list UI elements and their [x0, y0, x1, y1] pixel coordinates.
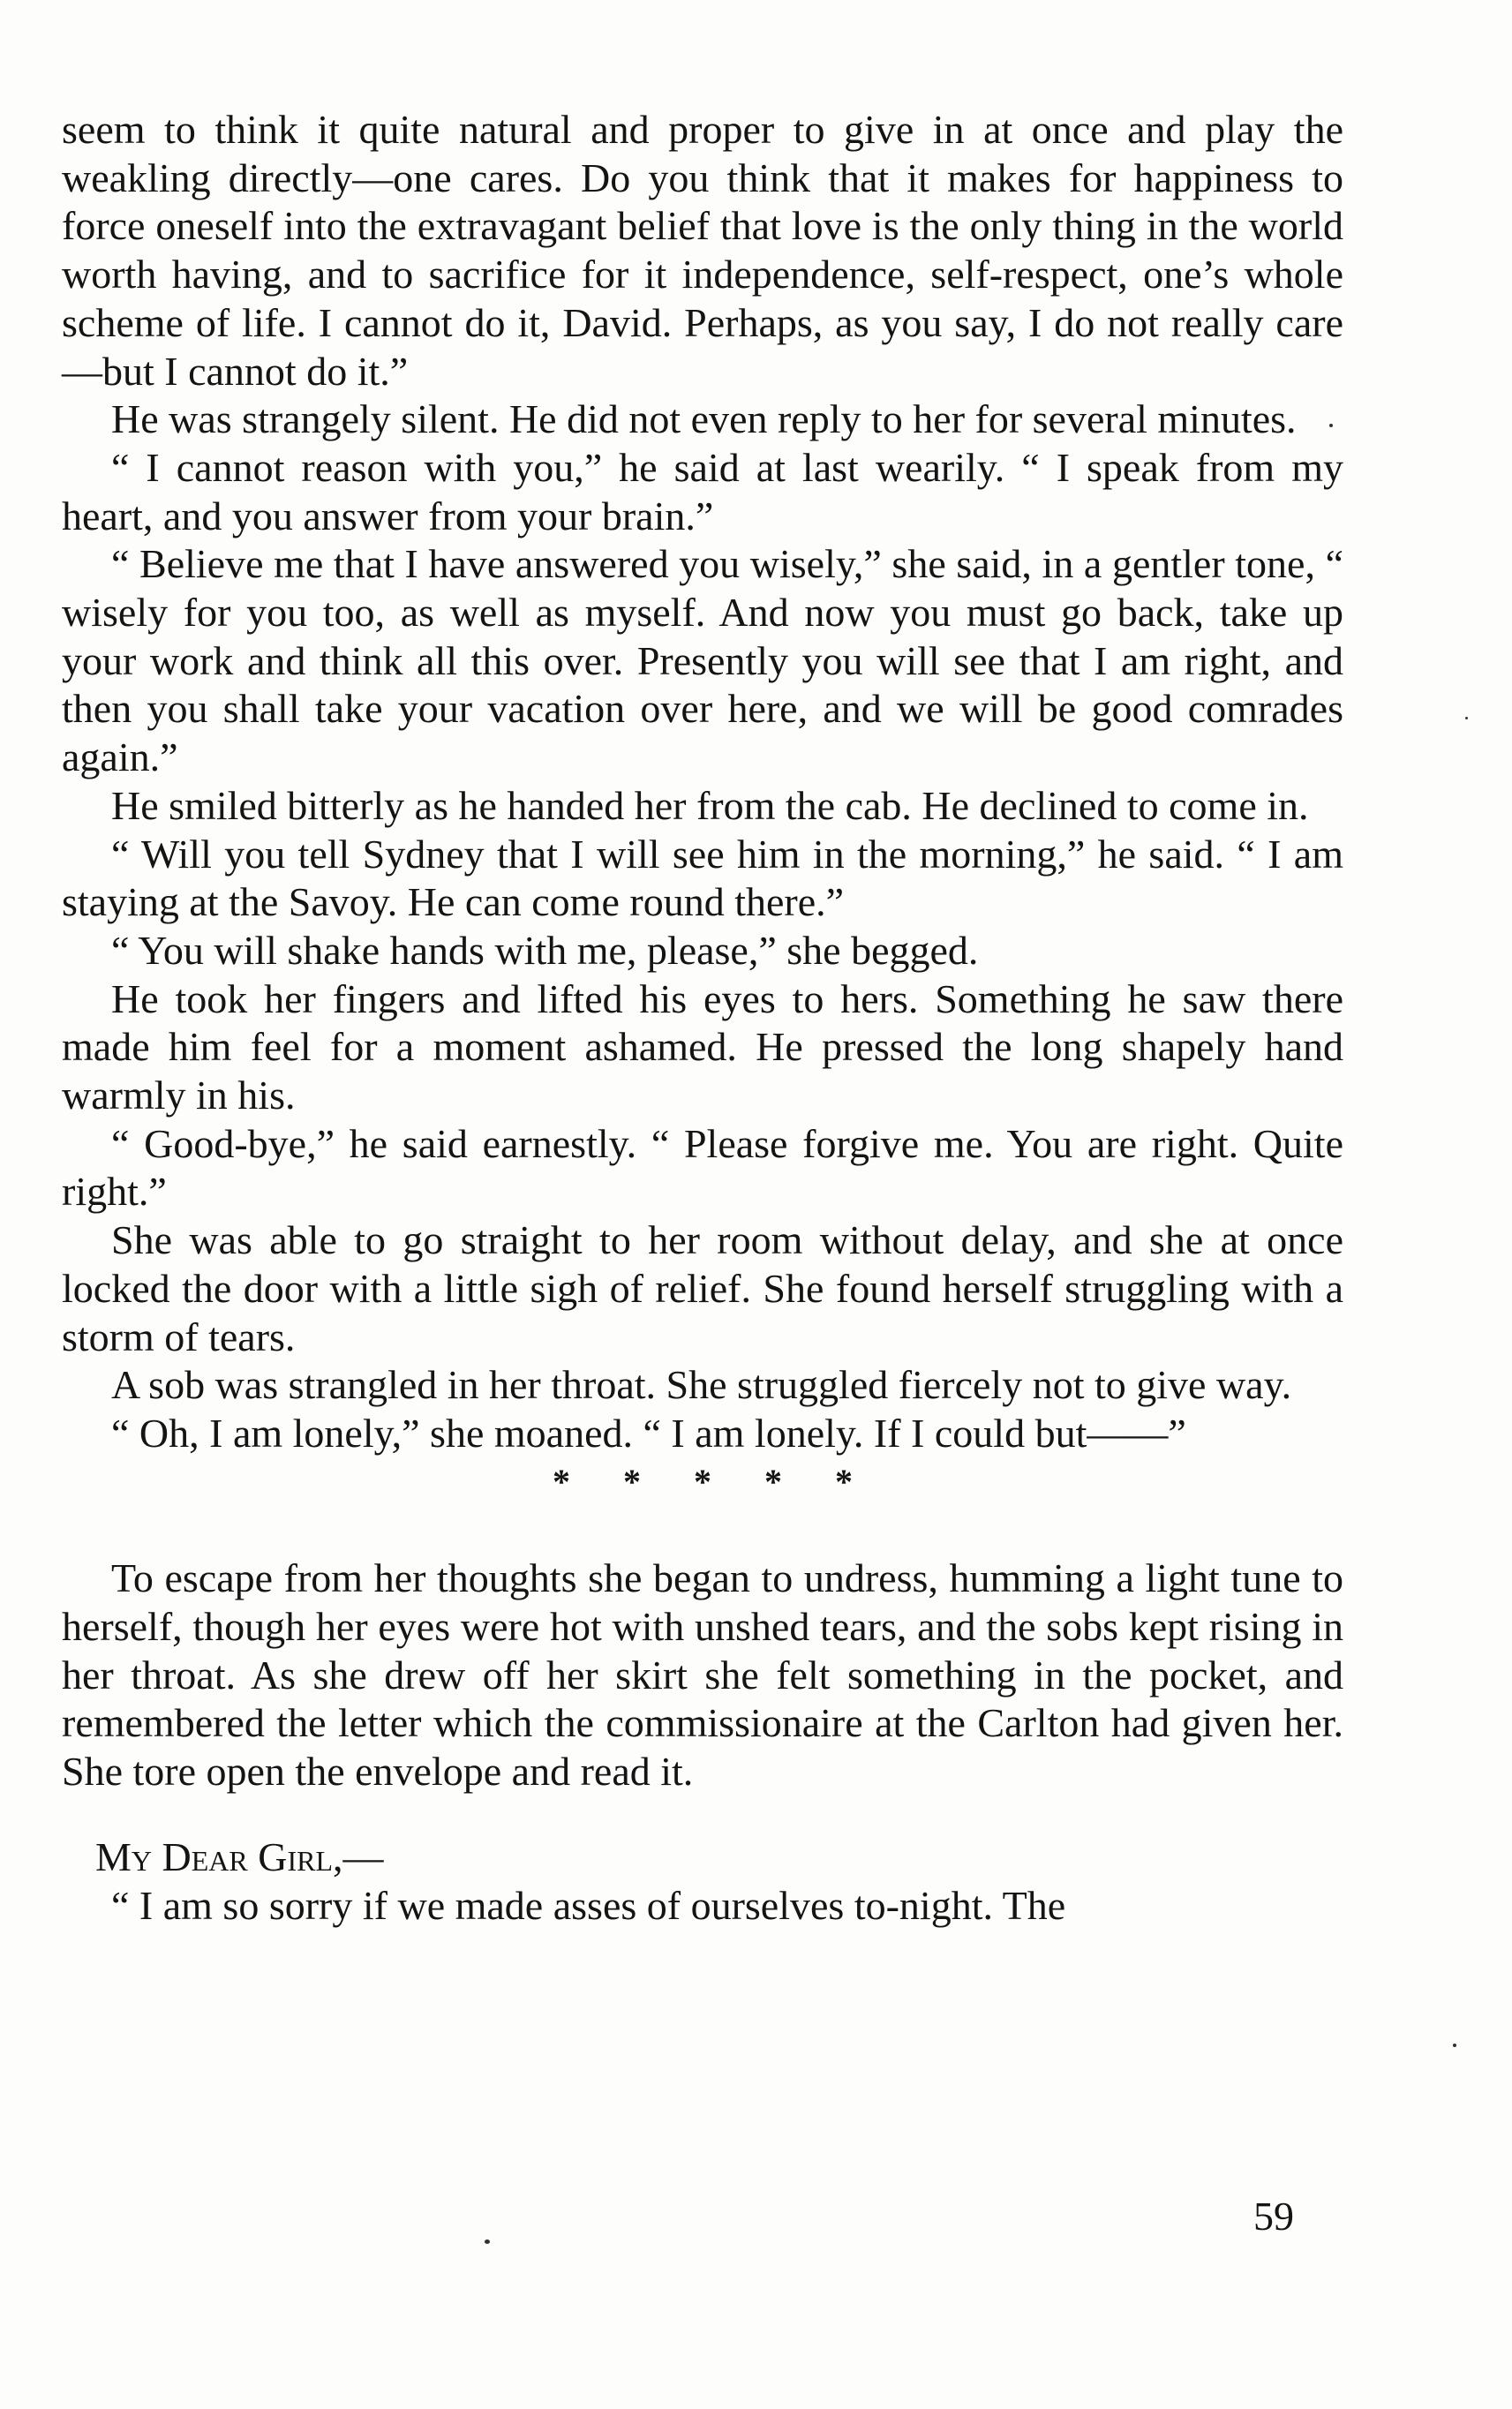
- paragraph: He was strangely silent. He did not even reply to her for several minutes.: [111, 396, 1297, 442]
- asterisk-mark: *: [764, 1461, 782, 1502]
- ink-speck: [1465, 717, 1468, 719]
- letter-salutation: My Dear Girl,—: [95, 1833, 384, 1879]
- letter-opening: “ I am so sorry if we made asses of ourselves to-night. The: [111, 1882, 1066, 1928]
- paragraph: “ Oh, I am lonely,” she moaned. “ I am lonely. If I could but——”: [111, 1410, 1186, 1456]
- page-number: 59: [1253, 2194, 1294, 2239]
- asterisk-mark: *: [553, 1461, 570, 1502]
- paragraph: She was able to go straight to her room without delay, and she at once locked the door with a little sigh of relief. She found herself struggling with a storm of tears.: [62, 1217, 1343, 1359]
- paragraph: “ Believe me that I have answered you wisely,” she said, in a gentler tone, “ wisely for you too, as well as myself. And now you must go back, take up your work and think all this over. Presently you will see that I am right, and then you shall take your vacation over here, and we will be good comrades again.”: [62, 541, 1343, 780]
- body-text: [62, 106, 1343, 1930]
- asterisk-mark: *: [623, 1461, 641, 1502]
- asterisk-mark: *: [694, 1461, 711, 1502]
- paragraph: “ Will you tell Sydney that I will see him in the morning,” he said. “ I am staying at the Savoy. He can come round there.”: [62, 831, 1343, 925]
- paragraph: He took her fingers and lifted his eyes to hers. Something he saw there made him feel for a moment ashamed. He pressed the long shapely hand warmly in his.: [62, 975, 1343, 1118]
- ink-speck: [485, 2240, 490, 2244]
- section-break: [62, 1458, 1343, 1507]
- ink-speck: [1453, 2044, 1456, 2047]
- paragraph: “ Good-bye,” he said earnestly. “ Please forgive me. You are right. Quite right.”: [62, 1120, 1343, 1215]
- paragraph: A sob was strangled in her throat. She struggled fiercely not to give way.: [111, 1362, 1292, 1408]
- paragraph: To escape from her thoughts she began to undress, humming a light tune to herself, though her eyes were hot with unshed tears, and the sobs kept rising in her throat. As she drew off her skirt she felt something in the pocket, and remembered the letter which the commissionaire at the Carlton had given her. She tore open the envelope and read it.: [62, 1555, 1343, 1795]
- paragraph: “ I cannot reason with you,” he said at last wearily. “ I speak from my heart, and you answer from your brain.”: [62, 444, 1343, 538]
- asterisk-mark: *: [835, 1461, 853, 1502]
- paragraph: “ You will shake hands with me, please,” she begged.: [111, 927, 979, 973]
- paragraph: He smiled bitterly as he handed her from the cab. He declined to come in.: [111, 782, 1309, 828]
- ink-speck: [1329, 424, 1333, 427]
- paragraph: seem to think it quite natural and proper to give in at once and play the weakling directly—one cares. Do you think that it makes for happiness to force oneself into the extravagant belief that love is the only thing in the world worth having, and to sacrifice for it independence, self-respect, one’s whole scheme of life. I cannot do it, David. Perhaps, as you say, I do not really care—but I cannot do it.”: [62, 107, 1343, 394]
